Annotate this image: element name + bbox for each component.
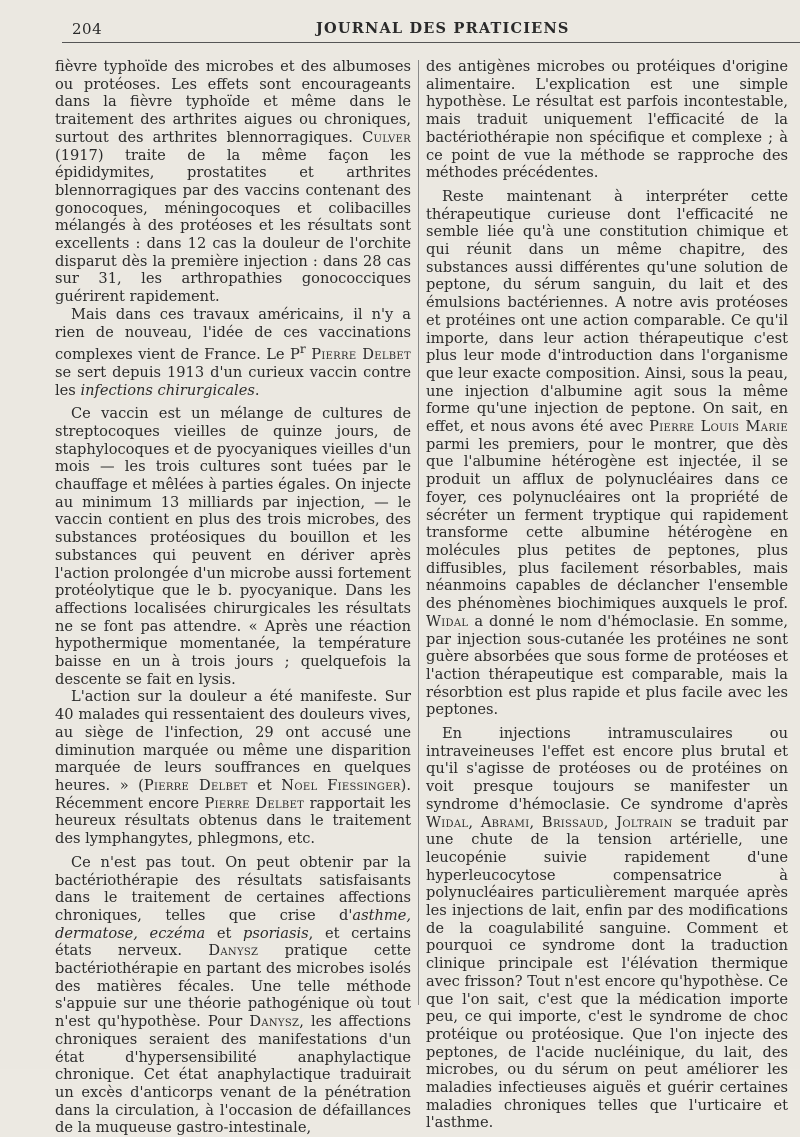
paragraph: [55, 306, 411, 399]
text-run: rapportait les heureux résultats obtenus dans le traitement des lymphangytes, phlegmons, etc.: [55, 794, 411, 848]
text-run: En injections intramusculaires ou intraveineuses l'effet est encore plus brutal et qu'il s'agisse de protéoses ou de protéines on voit presque toujours se manifester un syndrome d'hémoclasie. Ce syndrome d'après: [426, 725, 788, 813]
title-superscript: r: [299, 342, 306, 357]
italic-term: psoriasis: [243, 924, 309, 942]
italic-term: infections chirurgicales: [80, 381, 255, 399]
text-run: Ce n'est pas tout. On peut obtenir par la bactériothérapie des résultats satisfaisants dans le traitement de certaines affections chroniques, telles que crise d': [55, 853, 411, 924]
author-name: Noel Fiessinger: [281, 776, 401, 794]
author-name: Pierre Delbet: [311, 346, 411, 364]
text-run: Ce vaccin est un mélange de cultures de streptocoques vieilles de quinze jours, de staphylocoques et de pyocyaniques vieilles d'un mois — les trois cultures sont tuées par le chauffage et mêlées à parties égales. On injecte au minimum 13 milliards par injection, — le vaccin contient en plus des trois microbes, des substances protéosiques du bouillon et les substances qui peuvent en dériver après l'action prolongée d'un microbe aussi fortement protéolytique que le b. pyocyanique. Dans les affections localisées chirurgicales les résultats ne se font pas attendre. « Après une réaction hypothermique momentanée, la température baisse en un à trois jours ; quelquefois la descente se fait en lysis.: [55, 405, 411, 688]
text-run: et: [205, 924, 244, 942]
paragraph: [55, 405, 411, 688]
text-run: , et certains états nerveux.: [55, 924, 411, 960]
paragraph: [426, 58, 788, 182]
text-run: (1917) traite de la même façon les épididymites, prostatites et arthrites blennorragiques par des vaccins contenant des gonocoques, méningocoques et colibacilles mélangés à des protéoses et les résultats sont excellents : dans 12 cas la douleur de l'orchite disparut dès la première injection : dans 28 cas sur 31, les arthropathies gonococciques guérirent rapidement.: [55, 146, 411, 306]
text-run: ). Récemment encore: [55, 776, 411, 812]
author-name: Danysz: [208, 942, 259, 960]
text-run: , les affections chroniques seraient des manifestations d'un état d'hypersensibilité anaphylactique chronique. Cet état anaphylactique traduirait un excès d'anticorps venant de la pénétration dans la circulation, à l'occasion de défaillances de la muqueuse gastro-intestinale,: [55, 1013, 411, 1137]
text-run: et: [247, 776, 282, 794]
author-name: Pierre Delbet: [143, 776, 248, 794]
text-run: .: [254, 381, 260, 399]
paragraph: [55, 854, 411, 1137]
text-run: des antigènes microbes ou protéiques d'origine alimentaire. L'explication est une simple hypothèse. Le résultat est parfois incontestable, mais traduit uniquement l'efficacité de la bactériothérapie non spécifique et complexe ; à ce point de vue la méthode se rapproche des méthodes précédentes.: [426, 58, 788, 182]
text-run: ,: [468, 813, 481, 831]
author-name: Widal: [426, 813, 469, 831]
paragraph: [55, 688, 411, 847]
header-rule: [62, 42, 800, 43]
author-name: Widal: [426, 612, 469, 630]
text-run: Reste maintenant à interpréter cette thérapeutique curieuse dont l'efficacité ne semble liée qu'à une constitution chimique et qui réunit dans un même chapitre, des substances aussi différentes qu'une solution de peptone, du sérum sanguin, du lait et des émulsions bactériennes. A notre avis protéoses et protéines ont une action comparable. Ce qu'il importe, dans leur action thérapeutique c'est plus leur mode d'introduction dans l'organisme que leur exacte composition. Ainsi, sous la peau, une injection d'albumine agit sous la même forme qu'une injection de peptone. On sait, en effet, et nous avons été avec: [426, 187, 788, 436]
author-name: Culver: [362, 128, 411, 146]
text-run: a donné le nom d'hémoclasie. En somme, par injection sous-cutanée les protéines ne sont guère absorbées que sous forme de protéoses et l'action thérapeutique est comparable, mais la résorbtion est plus rapide et plus facile avec les peptones.: [426, 612, 788, 719]
italic-term: asthme, dermatose, eczéma: [55, 906, 411, 942]
text-run: se traduit par une chute de la tension artérielle, une leucopénie suivie rapidement d'une hyperleucocytose compensatrice à polynucléaires particulièrement marquée après les injections de lait, enfin par des modifications de la coagulabilité sanguine. Comment et pourquoi ce syndrome dont la traduction clinique principale est l'élévation thermique avec frisson? Tout n'est encore qu'hypothèse. Ce que l'on sait, c'est que la médication importe peu, ce qui importe, c'est le syndrome de choc protéique ou protéosique. Que l'on injecte des peptones, de l'acide nucléinique, du lait, des microbes, ou du sérum on peut améliorer les maladies infectieuses aiguës et guérir certaines maladies chroniques telles que l'urticaire et l'asthme.: [426, 813, 789, 1132]
page-header: [62, 18, 800, 44]
author-name: Pierre Louis Marie: [649, 418, 788, 436]
paragraph: [426, 188, 788, 719]
text-run: ,: [529, 813, 542, 831]
page-number: 204: [72, 20, 103, 38]
text-run: L'action sur la douleur a été manifeste. Sur 40 malades qui ressentaient des douleurs vives, au siège de l'infection, 29 ont accusé une diminution marquée ou même une disparition marquée de leurs souffrances en quelques heures. » (: [55, 688, 411, 794]
author-name: Danysz: [249, 1013, 300, 1031]
text-run: pratique cette bactériothérapie en partant des microbes isolés des matières fécales. Une telle méthode s'appuie sur une théorie pathogénique où tout n'est qu'hypothèse. Pour: [55, 942, 411, 1031]
author-name: Pierre Delbet: [204, 794, 305, 812]
paragraph: [55, 58, 411, 306]
text-run: parmi les premiers, pour le montrer, que dès que l'albumine hétérogène est injectée, il se produit un afflux de polynucléaires dans ce foyer, ces polynucléaires ont la propriété de sécréter un ferment tryptique qui rapidement transforme cette albumine hétérogène en molécules plus petites de peptones, plus diffusibles, plus facilement résorbables, mais néanmoins capables de déclancher l'ensemble des phénomènes biochimiques auxquels le prof.: [426, 435, 788, 613]
left-column: [55, 58, 411, 1137]
right-column: [426, 58, 788, 1132]
running-title: JOURNAL DES PRATICIENS: [316, 20, 570, 37]
text-run: Mais dans ces travaux américains, il n'y a rien de nouveau, l'idée de ces vaccinations complexes vient de France. Le P: [55, 305, 411, 364]
text-run: fièvre typhoïde des microbes et des albumoses ou protéoses. Les effets sont encourageants dans la fièvre typhoïde et même dans le traitement des arthrites aigues ou chroniques, surtout des arthrites blennorragiques.: [55, 58, 411, 146]
author-name: Abrami: [480, 813, 530, 831]
text-run: ,: [603, 813, 617, 831]
author-name: Joltrain: [616, 813, 673, 831]
paragraph: [426, 725, 788, 1132]
text-run: se sert depuis 1913 d'un curieux vaccin contre les: [55, 363, 411, 399]
column-divider: [418, 60, 419, 1005]
author-name: Brissaud: [541, 813, 604, 831]
